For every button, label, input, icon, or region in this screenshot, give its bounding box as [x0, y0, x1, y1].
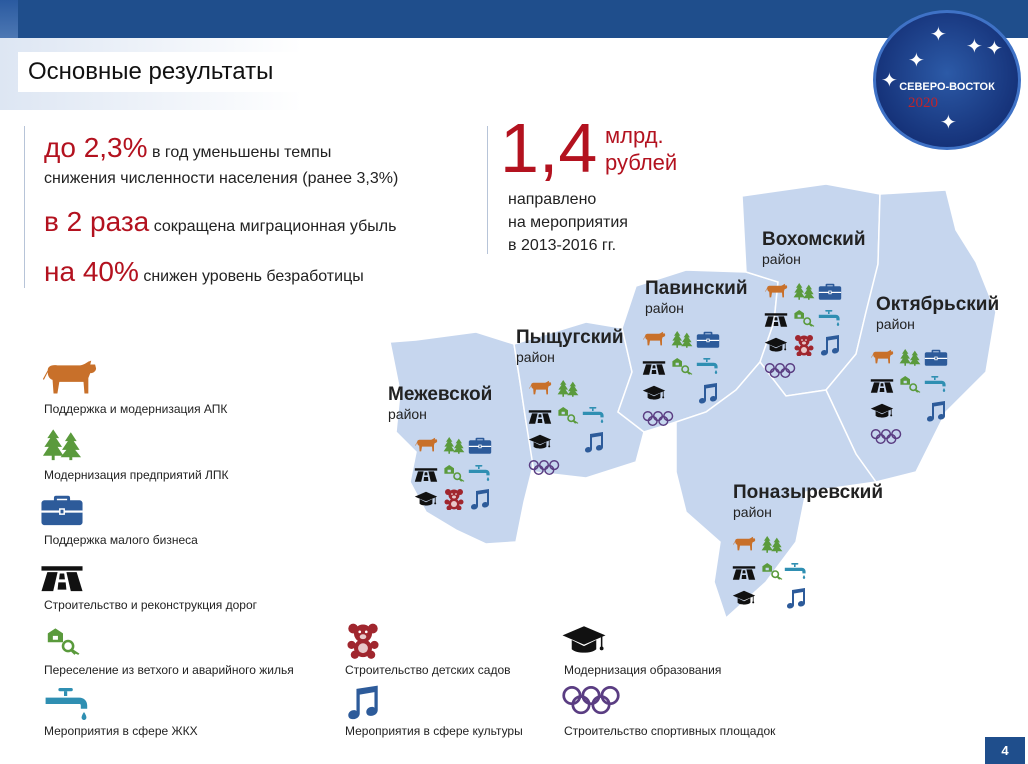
olympic-rings-icon [764, 360, 796, 382]
briefcase-icon [818, 280, 842, 302]
stat-value: до 2,3% [44, 132, 148, 163]
graduation-cap-icon [414, 488, 438, 510]
stat-migration [44, 206, 396, 238]
funding-unit-line: рублей [605, 150, 678, 175]
star-icon: ✦ [986, 38, 1003, 60]
legend-label-sports: Строительство спортивных площадок [564, 724, 776, 738]
cow-icon [40, 358, 98, 398]
graduation-cap-icon [561, 622, 607, 658]
fir-trees-icon [40, 424, 84, 464]
district-sub: район [762, 251, 801, 267]
graduation-cap-icon [870, 400, 894, 422]
music-note-icon [696, 382, 720, 404]
teddy-bear-icon [345, 620, 381, 660]
briefcase-icon [468, 434, 492, 456]
cow-icon [528, 377, 552, 399]
highway-icon [40, 556, 84, 594]
key-icon [556, 404, 580, 426]
star-icon: ✦ [908, 50, 925, 72]
water-tap-icon [784, 560, 808, 582]
district-name: Павинский [645, 278, 748, 299]
district-name: Вохомский [762, 229, 866, 250]
district-sub: район [876, 316, 915, 332]
briefcase-icon [924, 346, 948, 368]
funding-text-line: на мероприятия [508, 214, 628, 231]
key-icon [792, 307, 816, 329]
district-sub: район [388, 406, 427, 422]
water-tap-icon [44, 686, 92, 722]
cow-icon [642, 328, 666, 350]
key-icon [44, 622, 82, 660]
legend-label-business: Поддержка малого бизнеса [44, 533, 198, 547]
olympic-rings-icon [642, 408, 674, 430]
briefcase-icon [40, 491, 84, 527]
star-icon: ✦ [940, 112, 957, 134]
stat-value: в 2 раза [44, 206, 150, 237]
fir-trees-icon [556, 377, 580, 399]
logo [873, 10, 1021, 150]
graduation-cap-icon [642, 382, 666, 404]
graduation-cap-icon [732, 587, 756, 609]
cow-icon [732, 533, 756, 555]
highway-icon [642, 355, 666, 377]
funding-unit [605, 122, 677, 176]
district-pavinsky [645, 278, 748, 316]
district-name: Поназыревский [733, 482, 884, 503]
highway-icon [528, 404, 552, 426]
legend-label-culture: Мероприятия в сфере культуры [345, 724, 523, 738]
district-sub: район [516, 349, 555, 365]
music-note-icon [582, 431, 606, 453]
fir-trees-icon [670, 328, 694, 350]
district-pyschugsky [516, 327, 624, 365]
cow-icon [764, 280, 788, 302]
fir-trees-icon [898, 346, 922, 368]
legend-label-apk: Поддержка и модернизация АПК [44, 402, 228, 416]
header-bar [18, 0, 1028, 38]
teddy-bear-icon [792, 334, 816, 356]
legend-label-education: Модернизация образования [564, 663, 722, 677]
star-icon: ✦ [930, 24, 947, 46]
graduation-cap-icon [764, 334, 788, 356]
district-name: Межевской [388, 384, 493, 405]
fir-trees-icon [760, 533, 784, 555]
key-icon [442, 462, 466, 484]
stat-text: сокращена миграционная убыль [153, 218, 397, 235]
stat-text: снижения численности населения (ранее 3,3%) [44, 170, 399, 187]
key-icon [898, 373, 922, 395]
highway-icon [414, 462, 438, 484]
key-icon [670, 355, 694, 377]
highway-icon [870, 373, 894, 395]
water-tap-icon [468, 462, 492, 484]
stat-unemployment [44, 256, 364, 288]
briefcase-icon [696, 328, 720, 350]
water-tap-icon [818, 307, 842, 329]
funding-text-line: направлено [508, 191, 597, 208]
page-number: 4 [985, 737, 1025, 764]
stat-value: на 40% [44, 256, 139, 287]
district-ponazyrevsky [733, 482, 883, 520]
cow-icon [870, 346, 894, 368]
legend-label-housing: Переселение из ветхого и аварийного жилья [44, 663, 294, 677]
legend-label-utilities: Мероприятия в сфере ЖКХ [44, 724, 198, 738]
district-sub: район [645, 300, 684, 316]
water-tap-icon [924, 373, 948, 395]
funding-text-line: в 2013-2016 гг. [508, 237, 617, 254]
stat-text: в год уменьшены темпы [151, 144, 332, 161]
stat-text: снижен уровень безработицы [143, 268, 364, 285]
music-note-icon [924, 400, 948, 422]
graduation-cap-icon [528, 431, 552, 453]
district-name: Октябрьский [876, 294, 1000, 315]
divider [24, 126, 25, 288]
logo-title: СЕВЕРО-ВОСТОК [899, 81, 995, 93]
district-sub: район [733, 504, 772, 520]
olympic-rings-icon [528, 457, 560, 479]
star-icon: ✦ [881, 70, 898, 92]
legend-label-kindergartens: Строительство детских садов [345, 663, 511, 677]
olympic-rings-icon [870, 426, 902, 448]
highway-icon [732, 560, 756, 582]
music-note-icon [784, 587, 808, 609]
funding-amount: 1,4 [500, 109, 598, 187]
legend-label-roads: Строительство и реконструкция дорог [44, 598, 258, 612]
water-tap-icon [696, 355, 720, 377]
district-mezhevskoy [388, 384, 492, 422]
key-icon [760, 560, 784, 582]
district-oktyabrsky [876, 294, 999, 332]
district-vokhomsky [762, 229, 866, 267]
page-title: Основные результаты [28, 58, 274, 85]
stat-population [44, 132, 331, 164]
music-note-icon [345, 683, 381, 721]
star-icon: ✦ [966, 36, 983, 58]
funding-unit-line: млрд. [605, 123, 664, 148]
music-note-icon [818, 334, 842, 356]
district-name: Пыщугский [516, 327, 624, 348]
music-note-icon [468, 488, 492, 510]
highway-icon [764, 307, 788, 329]
fir-trees-icon [792, 280, 816, 302]
water-tap-icon [582, 404, 606, 426]
fir-trees-icon [442, 434, 466, 456]
cow-icon [414, 434, 438, 456]
legend-label-lpk: Модернизация предприятий ЛПК [44, 468, 229, 482]
logo-year: 2020 [908, 95, 938, 111]
teddy-bear-icon [442, 488, 466, 510]
olympic-rings-icon [561, 684, 621, 718]
